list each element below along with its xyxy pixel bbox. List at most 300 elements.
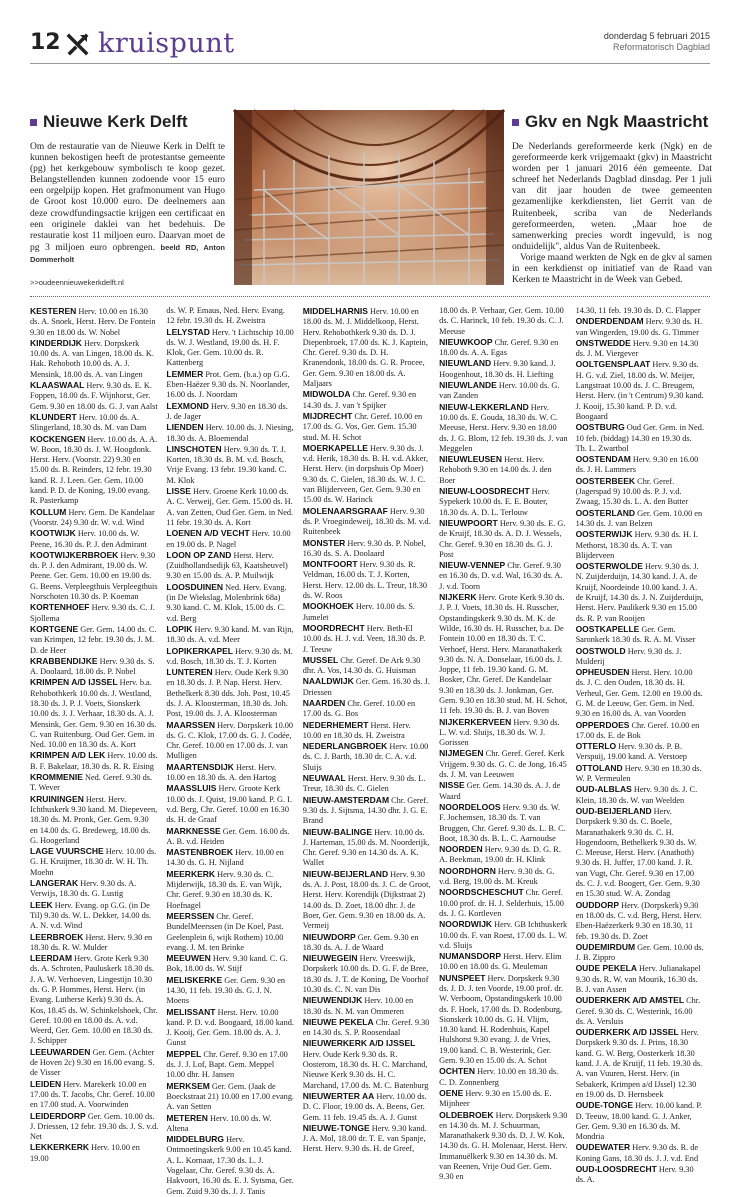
listing-place: KORTENHOEF (30, 602, 90, 613)
listing-place: MEERSSEN (166, 910, 215, 921)
listing-services: Chr. Geref. 9.30 en 14.30 ds. S. P. Roosendaal (302, 1017, 430, 1038)
listing-place: MARKNESSE (166, 825, 221, 836)
listing-place: NIEUWENDIJK (302, 995, 363, 1006)
listing-place: NOORDSCHESCHUT (439, 887, 524, 898)
listing-services: Herv. Grote Kerk 9.30 ds. J. P. J. Voets, 18.30 ds. H. Russcher, Opstandingskerk 9.30 ds. M. K. de Wilde, 16.30 ds. H. Russcher, b.a. De Fontein 10.00 en 18.30 ds. T. C. Verhoef, Herst. Herv. Maranathakerk 9.30 ds. N. A. Donselaar, 16.00 ds. J. Joppe, 11 feb. 19.30 kand. G. M. Bosker, Chr. Geref. De Kandelaar 9.30 en 18.30 ds. J. Jonkman, Ger. Gem. 9.30 en 18.30 stud. M. H. Schot, 11 feb. 19.30 ds. B. J. van Boven (439, 593, 568, 716)
listing-services: Herv. 10.00 kand. P. D. Teeuw, 18.00 kand. G. J. Anker, Ger. Gem. 9.30 en 16.30 ds. M. Mondria (575, 1101, 703, 1142)
listing-services: Herv. 9.30 ds. J. Mulderij (575, 646, 682, 666)
listing-entry (576, 784, 704, 806)
listing-entry (576, 338, 704, 360)
listing-services: Herst. Herv. 10.00 kand. P. D. v.d. Boogaard, 18.00 kand. J. Kooij, Ger. Gem. 18.00 ds. A. J. Gunst (166, 1007, 294, 1048)
listing-services: Ger. Gem. 10.00 ds. J. B. Zippro (575, 942, 704, 963)
listing-services: Herv. 9.30 ds. J. C. Klein, 18.30 ds. W. van Weelden (575, 785, 698, 805)
listing-services: Herst. Herv. Elim 10.00 en 18.00 ds. G. Meuleman (439, 952, 562, 972)
listing-place: NIEUW-LOOSDRECHT (439, 486, 530, 497)
listing-entry (166, 1081, 294, 1113)
listing-entry (303, 932, 431, 954)
listing-place: OOSTERWOLDE (575, 561, 643, 572)
listing-services: Herv. 9.30 ds. R. Veldman, 16.00 ds. T. J. Korten, Herst. Herv. 12.00 ds. L. Treur, 18.30 ds. W. Roos (302, 560, 428, 601)
listing-services: Herv. 9.30 ds. C. J. Sjollema (30, 603, 155, 623)
article-body: Vorige maand werkten de Ngk en de gkv al samen in een kerkdienst op initiatief van de Raad van Kerken te Maastricht in de Week van Gebed. (512, 252, 712, 286)
listing-services: Oud Ger. Gem. in Ned. 10 feb. (biddag) 14.30 en 19.30 ds. Th. L. Zwartbol (575, 423, 704, 453)
listing-entry (303, 506, 431, 538)
listing-column (166, 306, 302, 1196)
listing-place: MEERKERK (166, 868, 216, 879)
listing-services: Herv. 9.30 en 18.30 ds. J. de Jager (166, 401, 288, 421)
listing-place: NIEUW-VENNEP (439, 560, 506, 571)
listing-place: LEIDERDORP (30, 1110, 86, 1121)
listing-place: MONSTER (302, 537, 346, 548)
listing-services: Herv. 9.30 ds. H. van Wingerden, 19.00 ds. G. Timmer (575, 317, 703, 337)
listing-place: OUDE PEKELA (575, 963, 637, 974)
photo-credit: beeld RD, Anton Dommerholt (30, 242, 225, 264)
listing-place: OLDEBROEK (439, 1109, 494, 1120)
listing-place: MERKSEM (166, 1080, 210, 1091)
listing-services: Herv. 10.00 ds. A. A. W. Boon, 18.30 ds. J. W. Hoogdonk. Herst. Herv. (Voorstr. 22) 9.30 en 15.00 ds. B. Reinders, 12 febr. 19.30 kand. R. J. Leen. Ger. Gem. 10.00 kand. P. D. de Koning, 19.00 evang. R. Pasterkamp (30, 434, 158, 506)
listing-entry (166, 401, 294, 423)
listing-column (439, 306, 575, 1182)
listing-place: LEXMOND (166, 400, 209, 411)
listing-entry (166, 953, 294, 975)
listing-place: LOON OP ZAND (166, 549, 232, 560)
listing-services: Herv. 9.30 en 16.00 ds. J. H. Lammers (575, 455, 699, 475)
header-rule (30, 63, 710, 64)
listing-entry (576, 359, 704, 422)
listing-services: Ned. Geref. 9.30 ds. T. Wever (30, 773, 153, 793)
listing-entry (166, 422, 294, 444)
listing-column (30, 306, 166, 1163)
listing-services: Herv. 9.30 ds. C. Mijderwijk, 18.30 ds. E. van Wijk, Chr. Geref. 9.30 en 18.30 ds. K. Hoefnagel (166, 869, 282, 910)
listing-entry (439, 973, 567, 1067)
listing-place: KRIMPEN A/D IJSSEL (30, 677, 118, 688)
article-body: De Nederlands gereformeerde kerk (Ngk) en de gereformeerde kerk vrijgemaakt (gkv) in Maastricht worden per 1 januari 2016 één gemeente. Dat schreef het Nederlands Dagblad dinsdag. Per 1 juli van dit jaar houden de twee gemeenten gezamenlijke kerkdiensten, liet Gerrit van de Ruitenbeek, scriba van de Nederlands gereformeerden, weten. „Maar hoe de samenwerking precies wordt ingevuld, is nog onduidelijk", aldus Van de Ruitenbeek. (512, 142, 712, 252)
listing-place: NIEUWDORP (302, 931, 356, 942)
listing-entry (30, 794, 158, 846)
listing-services: Herv. Beth-El 10.00 ds. H. J. v.d. Veen, 18.30 ds. P. J. Teeuw (302, 623, 426, 654)
listing-entry (303, 306, 431, 389)
listing-services: Herv. 9.30 ds. P. Vroegindeweij, 18.30 ds. M. v.d. Ruitenbeek (302, 506, 431, 537)
listing-services: Chr. Geref. 10.00 en 17.00 ds. G. Vos, Ger. Gem. 15.30 stud. M. H. Schot (302, 411, 423, 442)
listing-entry (439, 919, 567, 951)
listing-services: Herv. Oude Kerk 9.30 en 18.30 ds. J. P. Nap. Herst. Herv. Bethelkerk 8.30 dds. Joh. Post, 10.45 ds. J. A. Kloosterman, 18.30 ds. Joh. Post, 19.00 ds. J. A. Kloosterman (166, 668, 290, 719)
listing-entry (303, 389, 431, 411)
listing-services: Herv. 9.30 en 15.00 ds. E. Mijnheer (439, 1088, 552, 1109)
listing-services: Herv. (Dorpskerk) 9.30 en 18.00 ds. C. v.d. Berg, Herst. Herv. Eben-Haëzerkerk 9.30 en 18.30, 11 feb. 19.30 ds. D. Zoet (575, 900, 702, 941)
square-bullet-icon (512, 119, 519, 126)
listing-entry (30, 528, 158, 550)
listing-entry (576, 942, 704, 964)
listing-services: Herv. 9.30 ds. G. v.d. Berg, 19.00 ds. M. Kreuk (439, 866, 555, 887)
listing-services: Herv. 9.30 ds. J. v.d. Herik, 18.30 ds. B. H. v.d. Akker, Herst. Herv. (in dorpshuis Op Moer) 9.30 ds. C. Gielen, 18.30 ds. W. J. C. van Blijderveen, Ger. Gem. 9.30 en 15.00 ds. W. Harinck (302, 443, 428, 505)
article-link[interactable]: >>oudeennieuwekerkdelft.nl (30, 278, 124, 287)
listing-place: OTTERLO (575, 741, 617, 752)
listing-entry (439, 518, 567, 560)
listing-place: KOCKENGEN (30, 433, 86, 444)
listing-entry (439, 337, 567, 359)
listing-entry (576, 1100, 704, 1142)
listing-entry (303, 538, 431, 560)
listing-services: Herv. 10.00 ds. D. C. Floor, 19.00 ds. A. Beens, Ger. Gem. 11 feb. 19.45 ds. A. J. Gunst (302, 1091, 427, 1122)
listing-entry (166, 847, 294, 869)
listing-services: Herv. 9.30 ds. D. G. R. A. Beekman, 19.00 dr. H. Klink (439, 845, 561, 865)
page-number: 12 (30, 30, 61, 55)
listing-entry (166, 720, 294, 762)
listing-services: Chr. Geref. Geref. Kerk Vrijgem. 9.30 ds. G. C. de Jong, 16.45 ds. J. M. van Leeuwen (439, 749, 567, 780)
listing-entry (439, 951, 567, 973)
headline-text: Gkv en Ngk Maastricht (525, 112, 709, 131)
listing-services: Ger. Gem. 16.00 ds. A. B. v.d. Heiden (166, 826, 290, 846)
listing-services: Herv. 9.30 kand. M. van Rijn, 18.30 ds. A. v.d. Meer (166, 624, 294, 645)
listing-services: Herv. 9.30 ds. M. v.d. Bosch, 18.30 ds. T. J. Korten (166, 646, 293, 666)
listing-entry (166, 582, 294, 624)
listing-services: Chr. Geref. 9.30 en 18.00 ds. A. A. Egas (439, 337, 559, 358)
article-maastricht (512, 112, 712, 286)
listing-place: OOSTERWIJK (575, 529, 633, 540)
listing-services: Chr. Geref. 9.30 en 17.00 ds. J. J. Lof, Bapt. Gem. Meppel 10.00 dhr. H. Jansen (166, 1049, 288, 1080)
listing-entry (30, 953, 158, 1047)
listing-place: MIDDELBURG (166, 1134, 224, 1145)
listing-place: NUMANSDORP (439, 951, 502, 962)
listing-place: MUSSEL (302, 654, 339, 665)
listing-entry (30, 338, 158, 380)
listing-column (575, 306, 712, 1185)
section-title: kruispunt (98, 28, 235, 59)
listing-services: Herv. Dorpskerk 9.30 ds. J. D. J. ten Voorde, 19.00 prof. dr. W. Verboom, Opstandingskerk 10.00 ds. F. Hoek, 17.00 ds. D. Rodenburg, Sionskerk 10.00 ds. G. H. Vlijm, 18.30 kand. H. Rodenhuis, Kapel Hulshorst 9.30 evang. J. de Vries, 19.00 kand. C. B. Westerink, Ger. Gem. 9.30 en 15.00 ds. A. Schot (439, 973, 563, 1066)
listing-place: NAALDWIJK (302, 676, 354, 687)
listing-place: MONTFOORT (302, 559, 358, 570)
listing-services: Herv. 9.30 ds. J. N. Zuijderduijn, 14.30 kand. J. A. de Kruijf, Noordeinde 10.00 kand. J. A. de Kruijf, 14.30 ds. J. N. Zuijderduijn, Herst. Herv. Paulikerk 9.30 en 15.00 ds. R. P. van Rooijen (575, 562, 704, 623)
listing-services: Herv. Sypekerk 10.00 ds. E. E. Bouter, 18.30 ds. A. D. L. Terlouw (439, 487, 550, 517)
article-body-text: Om de restauratie van de Nieuwe Kerk in Delft te kunnen bekostigen heeft de protestantse gemeente (pg) het kerkgebouw symbolisch te koop gezet. Belangstellenden kunnen zodoende voor 15 euro een orgelpijp kopen. Het grafmonument van Hugo de Groot kost 10.000 euro. De deelnemers aan deze crowdfundingsactie krijgen een certificaat en een originele daklei van het bedehuis. De restauratie kost 11 miljoen euro. Daarvan moet de pg 3 miljoen euro opbrengen. (30, 142, 225, 253)
listing-place: KOOTWIJK (30, 528, 76, 539)
listing-place: KORTGENE (30, 623, 79, 634)
listing-services: Herv. Dorpskerk 9.30 ds. J. Prins, 18.30 kand. G. W. Berg, Oosterkerk 18.30 kand. J. A. de Kruijf, 11 feb. 19.30 ds. A. van Vuuren, Herst. Herv. (in Sebakerk, Krimpen a/d IJssel) 12.30 en 19.00 ds. D. Hernsbeek (575, 1028, 703, 1099)
listing-services: Herv. Ontmoetingskerk 9.00 en 10.45 kand. A. L. Kornaat, 17.30 ds. L. J. Vogelaar, Chr. Geref. 9.30 ds. A. Hakvoort, 16.30 ds. E. J. Sytsma, Ger. Gem. Zuid 9.30 ds. J. J. Tanis (166, 1135, 294, 1196)
listing-entry (166, 624, 294, 646)
listing-place: MOOKHOEK (302, 601, 354, 612)
listing-place: LELYSTAD (166, 326, 210, 337)
listing-place: MIDWOLDA (302, 389, 351, 400)
listing-entry (166, 1049, 294, 1081)
listing-entry (576, 667, 704, 719)
listing-services: Herv. 10.00 en 19.00 (30, 1143, 140, 1163)
listing-entry (303, 1038, 431, 1090)
listing-place: MAARTENSDIJK (166, 761, 234, 772)
listing-place: LEMMER (166, 368, 204, 379)
listing-place: MAASSLUIS (166, 783, 217, 794)
listing-services: Chr. Geref. (Jagerspad 9) 10.00 ds. P. J. v.d. Zwaag, 15.30 ds. L. A. den Butter (575, 476, 689, 507)
listing-entry (303, 443, 431, 506)
listing-services: Chr. Geref. 10.00 en 17.00 ds. E. de Bok (575, 720, 700, 740)
listing-place: NIEUWLEUSEN (439, 454, 502, 465)
listing-services: Herst. Herv. 9.30 ds. L. Treur, 18.30 ds. C. Gielen (302, 774, 426, 794)
listing-entry (30, 900, 158, 932)
listing-services: Herv. 9.30 ds. P. Nobel, 16.30 ds. S. A. Doolaard (302, 538, 426, 558)
listing-services: Herst. Herv. Rehoboth 9.30 en 14.00 ds. J. den Boer (439, 455, 552, 485)
listing-services: Herv. 't Lichtschip 10.00 ds. W. J. Westland, 19.00 ds. H. F. Klok, Ger. Gem. 10.00 ds. R. Kattenberg (166, 327, 294, 368)
listing-place: NEUWAAL (302, 773, 346, 784)
listing-place: NAARDEN (302, 697, 346, 708)
listing-place: NIEUWEGEIN (302, 953, 358, 964)
listing-entry (166, 528, 294, 550)
listing-entry (166, 550, 294, 582)
listing-entry (166, 1113, 294, 1135)
listing-place: NIEUWE-TONGE (302, 1122, 370, 1133)
listing-entry (303, 1017, 431, 1039)
listing-entry (576, 1164, 704, 1186)
listing-place: OENE (439, 1087, 464, 1098)
listing-services: Herst. Herv. 9.30 en 18.30 ds. R. W. Mulder (30, 932, 153, 952)
listing-services: Herv. 9.30 ds. P. B. Verspuij, 19.00 kand. A. Verstoep (575, 742, 687, 762)
listing-entry (30, 772, 158, 794)
listing-place: LOPIK (166, 623, 193, 634)
listing-services: Chr. Geref. 10.00 en 17.00 ds. G. Bos (302, 698, 416, 719)
listing-place: NIEUWE PEKELA (302, 1016, 374, 1027)
article-headline (512, 112, 712, 132)
listing-services: Herv. 9.30 ds. H. G. v.d. Ziel, 18.00 ds. W. Meijer, Langstraat 10.00 ds. J. C. Breugem, Herst. Herv. (in 't Centrum) 9.30 kand. J. Kooij, 15.30 kand. P. D. v.d. Boogaard (575, 360, 704, 421)
listing-entry (576, 900, 704, 942)
listing-entry (166, 444, 294, 486)
listing-services: Herv. 10.00 ds. W. Peene, 16.30 ds. P. J. den Admirant (30, 529, 147, 549)
listing-entry (166, 667, 294, 719)
listing-services: Ned. Herv. Evang. (in De Wiekslag, Molenbrink 68a) 9.30 kand. C. M. Klok, 15.00 ds. C. v.d. Berg (166, 582, 287, 623)
listing-entry (166, 826, 294, 848)
listing-services: Herv. 10.00 ds. J. Niesing, 18.30 ds. A. Bloemendal (166, 423, 294, 443)
listing-place: OUD-LOOSDRECHT (575, 1164, 657, 1175)
crossroads-icon (66, 32, 90, 56)
listing-place: MASTENBROEK (166, 847, 233, 858)
listing-services: Chr. Geref. BundelMeerssen (in De Koel, Past. Geelenplein 6, wijk Rothem) 10.00 evang. J. M. ten Brinke (166, 911, 284, 952)
listing-entry (30, 380, 158, 412)
listing-entry (303, 1123, 431, 1155)
listing-place: OUDDORP (575, 899, 620, 910)
listing-place: LISSE (166, 486, 191, 497)
listing-place: MELISSANT (166, 1006, 216, 1017)
listing-services: Herv. 9.30 kand. C. G. Bok, 18.00 ds. W. Stijf (166, 954, 288, 974)
listing-entry (30, 306, 158, 338)
listing-entry (303, 953, 431, 995)
listing-place: LAGE VUURSCHE (30, 846, 104, 857)
listing-entry (166, 327, 294, 369)
listing-entry (439, 748, 567, 780)
listing-place: NIJKERKERVEEN (439, 716, 512, 727)
listing-place: KINDERDIJK (30, 337, 82, 348)
listing-entry (303, 655, 431, 677)
listing-place: NIEUWKOOP (439, 336, 493, 347)
listing-entry (303, 795, 431, 827)
listing-place: KOOTWIJKERBROEK (30, 549, 119, 560)
listing-services: Herv. Evang. op G.G. (in De Til) 9.30 ds. W. L. Dekker, 14.00 ds. A. N. v.d. Wind (30, 900, 152, 931)
listing-place: OOSTERBEEK (575, 475, 636, 486)
listing-place: NIEUW-LEKKERLAND (439, 401, 529, 412)
listing-services: Herv. 9.30 ds. R. de Koning Gans, 18.30 ds. J. J. v.d. End (575, 1143, 699, 1163)
listing-entry (303, 773, 431, 795)
listing-place: MEEUWEN (166, 953, 211, 964)
listing-entry (576, 1027, 704, 1100)
listing-entry (166, 1134, 294, 1197)
listing-entry (439, 780, 567, 802)
listing-place: OOLTGENSPLAAT (575, 359, 651, 370)
listing-entry (166, 975, 294, 1007)
listing-place: KROMMENIE (30, 772, 83, 783)
listing-services: Herv. 9.30 en 14.30 ds. J. M. Viergever (575, 338, 699, 359)
listing-entry (166, 783, 294, 825)
listing-place: LOPIKERKAPEL (166, 645, 233, 656)
listing-services: Herv. b.a. Rehobothkerk 10.00 ds. J. Westland, 18.30 ds. J. P. J. Voets, Sionskerk 10.00 ds. J. J. Verhaar, 18.30 ds. A. J. Mensink, Ger. Gem. 9.30 en 16.30 ds. C. van Ruitenburg. Oud Ger. Gem. in Ned. 10.00 en 18.30 ds. A. Kort (30, 678, 157, 750)
listing-services: Herv. 9.30 ds. A. Verwijs, 18.30 ds. G. Lustig (30, 879, 137, 899)
listing-services: Chr. Geref. De Ark 9.30 dhr. A. Vos, 14.30 ds. G. Huisman (302, 655, 421, 676)
listing-place: NIEUWERTER AA (302, 1090, 375, 1101)
listing-entry (576, 316, 704, 338)
listing-place: NOORDHORN (439, 865, 496, 876)
listing-place: OUDE-TONGE (575, 1100, 634, 1111)
church-service-listings (30, 306, 712, 1196)
listing-column (302, 306, 439, 1154)
listing-entry (576, 646, 704, 668)
listing-services: Herv. 9.30 ds. L. W. v.d. Sluijs, 18.30 ds. W. J. Gorissen (439, 717, 560, 748)
listing-services: Herv. Marekerk 10.00 en 17.00 ds. T. Jacobs, Chr. Geref. 10.00 en 17.00 stud. A. Voorwinden (30, 1079, 155, 1110)
listing-services: Herst. Herv. Ichthuskerk 9.30 kand. M. Diepeveen, 18.30 ds. M. Pronk, Ger. Gem. 9.30 en 14.00 ds. G. Bredeweg, 18.00 ds. G. Hoogerland (30, 794, 158, 845)
listing-place: MOLENAARSGRAAF (302, 505, 388, 516)
listing-services: Chr. Geref. 9.30 en 14.30 ds. J. van 't Spijker (302, 390, 417, 410)
listing-services: Herv. 9.30 ds. P. J. den Admirant, 19.00 ds. W. Peene. Ger. Gem. 10.00 en 19.00 ds. G. Beens. Verpleegthuis Verpleegthuis Norschoten 10.30 ds. P. Koeman (30, 550, 158, 602)
listing-entry (30, 878, 158, 900)
listing-entry (303, 1091, 431, 1123)
listing-services: Herv. 10.00 en 16.30 ds. A. Snoek, Herst. Herv. De Fontein 9.30 en 18.00 ds. W. Nobel (30, 307, 156, 337)
listing-entry (576, 476, 704, 508)
listing-services: Herv. Julianakapel 9.30 ds. R. W. van Mourik, 16.30 ds. B. J. van Assen (575, 964, 701, 994)
listing-services: Ger. Gem. 10.00 ds. J. Driessen, 12 febr. 19.30 ds. J. S. v.d. Net (30, 1111, 159, 1142)
listing-place: OPHEUSDEN (575, 667, 630, 678)
listing-services: Herv. 9.30 kand. J. A. Mol, 18.00 dr. T. E. van Spanje, Herst. Herv. 9.30 ds. H. de Greef, (302, 1123, 427, 1154)
listing-entry (30, 656, 158, 678)
listing-entry (303, 623, 431, 655)
listing-place: MAARSSEN (166, 719, 216, 730)
listing-services: Ger. Gem. 14.00 ds. C. van Krimpen, 12 febr. 19.30 ds. J. M. D. de Heer (30, 624, 157, 655)
listing-entry (576, 763, 704, 785)
listing-services: Herv. Dorpskerk 10.00 ds. G. C. Klok, 17.00 ds. G. J. Codée, Chr. Geref. 10.00 en 17.00 ds. J. van Mulligen (166, 720, 294, 761)
listing-entry (30, 1142, 158, 1164)
listing-place: NIEUWLANDE (439, 380, 497, 391)
listing-services: 18.00 ds. P. Verhaar, Ger. Gem. 10.00 ds. C. Harinck, 10 feb. 19.30 ds. C. J. Meeuse (439, 306, 564, 336)
listing-place: NIEUWLAND (439, 358, 492, 369)
article-delft (30, 112, 225, 266)
listing-entry (576, 995, 704, 1027)
listing-entry (166, 369, 294, 401)
listing-entry (439, 887, 567, 919)
article-headline (30, 112, 225, 132)
listing-entry (303, 676, 431, 698)
listing-place: OUD-ALBLAS (575, 784, 632, 795)
listing-place: KOLLUM (30, 506, 67, 517)
headline-text: Nieuwe Kerk Delft (43, 112, 188, 131)
listing-place: LEERDAM (30, 953, 73, 964)
listing-services: Herv. 9.30 ds. T. J. Korten, 18.30 ds. B. M. v.d. Bosch, Vrije Evang. 13 febr. 19.30 kand. C. M. Klok (166, 444, 287, 485)
listing-services: Ger. Gem. 9.30 en 14.30, 11 feb. 19.30 ds. G. J. N. Moens (166, 975, 286, 1006)
dotted-divider (30, 296, 710, 297)
listing-entry (166, 1007, 294, 1049)
listing-place: MIDDELHARNIS (302, 306, 368, 316)
listing-services: Herv. 10.00 ds. J. Harteman, 15.00 ds. M. Noorderijk, Chr. Geref. 9.30 en 14.30 ds. A. K. Wallet (302, 827, 430, 868)
listing-entry (303, 995, 431, 1017)
listing-services: Herv. Dorpskerk 10.00 ds. A. van Lingen, 18.00 ds. K. Hak. Rehoboth 10.00 ds. A. J. Mensink, 18.00 ds. A. van Lingen (30, 338, 154, 379)
listing-entry (439, 1110, 567, 1183)
listing-place: OOSTKAPELLE (575, 623, 640, 634)
listing-place: NIEUW-BALINGE (302, 826, 373, 837)
listing-entry (576, 806, 704, 900)
listing-entry (303, 869, 431, 932)
page-meta (604, 31, 710, 53)
listing-entry (303, 601, 431, 623)
listing-services: Herv. 9.30 kand. J. Hoogenhout, 18.30 ds. H. Liefting (439, 359, 556, 379)
listing-services: Herv. 9.30 ds. A. J. Post, 18.00 ds. J. C. de Groot, Herst. Herv. Korendijk (Dijkstraat 2) 14.00 ds. D. Zoet, 18.00 dhr. J. de Boer, Ger. Gem. 9.30 en 18.00 ds. A. Vermeij (302, 869, 431, 931)
listing-entry (303, 559, 431, 601)
listing-services: Herv. 9.30 en 18.30 ds. W. P. Vermeulen (575, 763, 702, 784)
listing-services: Chr. Geref. 10.00 prof. dr. H. J. Selderhuis, 15.00 ds. J. G. Kortleven (439, 888, 564, 918)
listing-services: Ger. Gem. 9.30 en 18.30 ds. A. J. de Waard (302, 932, 419, 952)
listing-entry (166, 646, 294, 668)
listing-place: OCHTEN (439, 1066, 476, 1077)
listing-services: Herst. Herv. 10.00 ds. J. C. den Ouden, 18.30 ds. H. Verheul, Ger. Gem. 12.00 en 19.00 ds. G. M. de Leeuw, Ger. Gem. in Ned. 9.30 en 16.00 ds. A. van Voorden (575, 668, 703, 719)
listing-services: ds. W. P. Emaus, Ned. Herv. Evang. 12 febr. 19.30 ds. H. Zweistra (166, 306, 285, 326)
listing-services: Herv. 10.00 ds. A. Slingerland, 18.30 ds. M. van Dam (30, 412, 147, 433)
listing-place: NEDERLANGBROEK (302, 741, 388, 752)
listing-place: OUD-BEIJERLAND (575, 805, 652, 816)
listing-place: OUDERKERK A/D AMSTEL (575, 995, 685, 1006)
listing-entry (439, 1066, 567, 1088)
listing-place: NIJMEGEN (439, 748, 484, 759)
listing-place: OTTOLAND (575, 762, 623, 773)
listing-entry (166, 486, 294, 528)
listing-place: ONSTWEDDE (575, 337, 631, 348)
listing-services: Herv. 9.30 ds. E. K. Foppen, 18.00 ds. F. Wijnhorst, Ger. Gem. 9.30 en 18.00 ds. G. J. van Aalst (30, 381, 158, 411)
square-bullet-icon (30, 119, 37, 126)
listing-services: Herv. 10.00 en 18.00 ds. M. J. Middelkoop, Herst. Herv. Rehobothkerk 9.30 ds. D. J. Diepenbroek, 17.00 ds. K. J. Kaptein, Chr. Geref. 9.30 ds. D. H. Kranendonk, 18.00 ds. G. R. Procee, Ger. Gem. 9.30 en 18.00 ds. A. Maljaars (302, 307, 428, 389)
listing-entry (439, 306, 567, 337)
listing-place: KESTEREN (30, 306, 77, 316)
page-header (30, 28, 710, 62)
listing-place: KRIMPEN A/D LEK (30, 750, 106, 761)
listing-place: LINSCHOTEN (166, 443, 222, 454)
listing-entry (303, 411, 431, 443)
listing-place: NOORDEN (439, 844, 483, 855)
listing-place: OOSTBURG (575, 422, 625, 433)
church-interior-photo (234, 110, 504, 285)
listing-entry (576, 529, 704, 561)
listing-place: NIEUWERKERK A/D IJSSEL (302, 1038, 416, 1049)
listing-services: Herst. Herv. 10.00 en 18.30 ds. H. Zweistra (302, 720, 411, 740)
listing-place: LEERBROEK (30, 931, 84, 942)
listing-entry (439, 402, 567, 454)
listing-services: Chr. Geref. 9.30 ds. J. Sijtsma, 14.30 dhr. J. G. E. Brand (302, 795, 429, 826)
listing-place: MOORDRECHT (302, 622, 365, 633)
listing-services: Ger. Gem. 10.00 en 14.30 ds. J. van Belzen (575, 508, 703, 528)
listing-services: Herv. 10.00 ds. E. Gouda, 18.30 ds. W. C. Meeuse, Herst. Herv. 9.30 en 18.00 ds. J. G. Blom, 12 feb. 19.30 ds. J. van Meggelen (439, 402, 568, 453)
listing-place: METEREN (166, 1112, 208, 1123)
listing-entry (439, 592, 567, 717)
listing-entry (30, 434, 158, 507)
listing-entry (30, 1047, 158, 1079)
listing-entry (303, 741, 431, 773)
listing-place: LEEK (30, 899, 53, 910)
listing-place: NEDERHEMERT (302, 719, 369, 730)
listing-place: LIENDEN (166, 422, 204, 433)
listing-services: Ger. Gem. (Achter de Hoven 2c) 9.30 en 16.00 evang. S. de Visser (30, 1047, 155, 1078)
listing-services: Herv. Grote Kerk 9.30 ds. A. Schroten, Pauluskerk 18.30 ds. J. A. W. Verhoeven, Lingestijn 10.30 ds. G. P. Hommes, Herst. Herv. (in Evang. Lutherse Kerk) 9.30 ds. A. Kos, 18.45 ds. W. Schinkelshoek, Chr. Geref. 10.00 en 18.00 ds. A. v.d. Weerd, Ger. Gem. 10.00 en 18.30 ds. J. Schipper (30, 954, 158, 1046)
listing-place: LOENEN A/D VECHT (166, 528, 250, 539)
listing-place: KRUININGEN (30, 793, 84, 804)
listing-services: Herv. 9.30 ds. A. (575, 1165, 694, 1185)
